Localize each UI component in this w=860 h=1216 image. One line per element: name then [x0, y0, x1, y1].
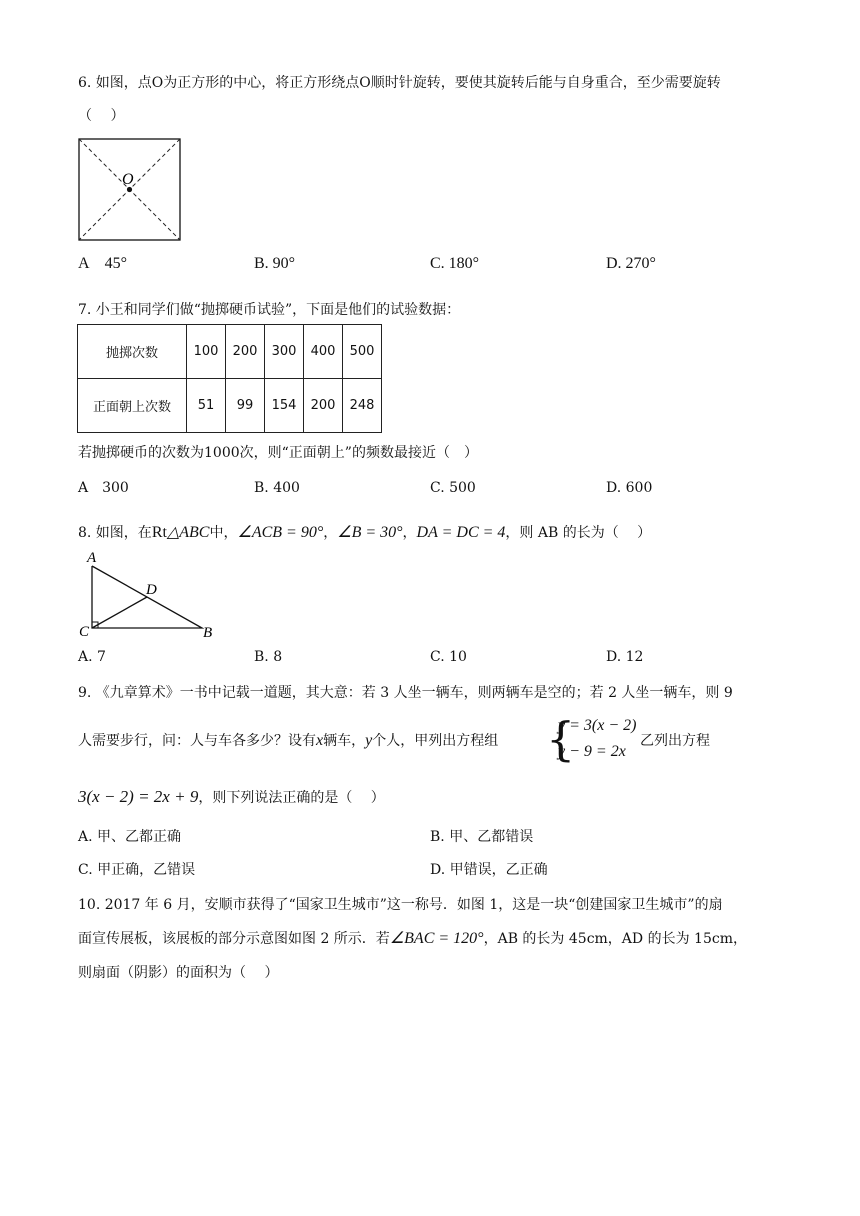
q8-label-d: D	[146, 582, 157, 598]
q6-square-figure	[78, 138, 182, 242]
q6-stem: 6. 如图，点O为正方形的中心，将正方形绕点O顺时针旋转，要使其旋转后能与自身重合，至少需要旋转	[78, 75, 721, 91]
table-cell: 99	[226, 379, 265, 433]
table-cell: 400	[304, 325, 343, 379]
q10-line2	[78, 929, 747, 949]
table-cell: 51	[187, 379, 226, 433]
q6-paren: （ ）	[78, 108, 125, 124]
q9-var-y: y	[365, 732, 373, 749]
q7-option-b[interactable]: B. 400	[254, 480, 300, 496]
q8-label-b: B	[203, 625, 213, 640]
q7-option-d[interactable]: D. 600	[606, 480, 653, 496]
q8-cond-angle-b: ∠B = 30°	[337, 524, 403, 541]
q9-line2	[78, 731, 498, 751]
table-cell: 抛掷次数	[78, 325, 187, 379]
table-cell: 154	[265, 379, 304, 433]
q9-equation-system	[546, 712, 638, 766]
q10-angle: ∠BAC = 120°	[389, 930, 484, 947]
q9-line1: 9. 《九章算术》一书中记载一道题，其大意：若 3 人坐一辆车，则两辆车是空的；若 2 人坐一辆车，则 9	[78, 685, 733, 701]
q6-option-a[interactable]: A 45°	[78, 255, 128, 272]
q9-line2-b: 辆车，	[323, 733, 366, 749]
q9-option-c[interactable]: C. 甲正确，乙错误	[78, 862, 196, 878]
q10-line2-b: ，AB 的长为 45cm，AD 的长为 15cm，	[483, 931, 747, 947]
q6-option-c[interactable]: C. 180°	[430, 255, 480, 272]
q9-line2-d: 乙列出方程	[640, 733, 710, 749]
q9-line3	[78, 787, 385, 808]
table-cell: 100	[187, 325, 226, 379]
q8-sep1: ，	[323, 525, 338, 541]
q8-cond-angle-acb: ∠ACB = 90°	[237, 524, 324, 541]
q9-line2-c: 个人，甲列出方程组	[372, 733, 499, 749]
q9-option-b[interactable]: B. 甲、乙都错误	[430, 829, 534, 845]
q8-label-a: A	[87, 550, 97, 566]
table-cell: 200	[304, 379, 343, 433]
q8-stem	[78, 523, 651, 543]
q8-rt: Rt	[151, 524, 167, 541]
table-cell: 248	[343, 379, 382, 433]
q9-var-x: x	[316, 732, 324, 749]
q9-option-d[interactable]: D. 甲错误，乙正确	[430, 862, 548, 878]
table-cell: 300	[265, 325, 304, 379]
q10-line1: 10. 2017 年 6 月，安顺市获得了“国家卫生城市”这一称号．如图 1，这是一块“创建国家卫生城市”的扇	[78, 897, 723, 913]
q8-option-a[interactable]: A. 7	[78, 649, 106, 665]
q8-zhong: 中，	[209, 525, 238, 541]
q7-option-a[interactable]: A 300	[78, 480, 129, 496]
table-cell: 200	[226, 325, 265, 379]
q7-option-c[interactable]: C. 500	[430, 480, 476, 496]
q7-question: 若抛掷硬币的次数为1000次，则“正面朝上”的频数最接近（ ）	[78, 445, 478, 461]
q8-sep2: ，	[402, 525, 417, 541]
q9-eq3: 3(x − 2) = 2x + 9	[78, 787, 199, 806]
q8-cond-lengths: DA = DC = 4	[416, 524, 506, 541]
table-row	[78, 325, 382, 379]
q6-option-d[interactable]: D. 270°	[606, 255, 656, 272]
table-row	[78, 379, 382, 433]
q8-triangle-figure	[76, 548, 226, 640]
table-cell: 正面朝上次数	[78, 379, 187, 433]
q8-option-d[interactable]: D. 12	[606, 649, 644, 665]
q8-triangle: △ABC	[166, 524, 210, 541]
q9-line3-b: ，则下列说法正确的是（ ）	[198, 790, 385, 806]
q8-option-c[interactable]: C. 10	[430, 649, 467, 665]
q9-brace-icon: {	[546, 712, 576, 766]
q9-line2-a: 人需要步行，问：人与车各多少？设有	[78, 733, 316, 749]
q10-line2-a: 面宣传展板，该展板的部分示意图如图 2 所示．若	[78, 931, 390, 947]
q8-stem-prefix: 8. 如图，在	[78, 525, 152, 541]
q7-data-table	[77, 324, 382, 433]
q10-line3: 则扇面（阴影）的面积为（ ）	[78, 965, 279, 981]
q7-stem: 7. 小王和同学们做“抛掷硬币试验”，下面是他们的试验数据：	[78, 302, 461, 318]
q9-eq1: y = 3(x − 2)	[558, 717, 637, 734]
q8-option-b[interactable]: B. 8	[254, 649, 283, 665]
q9-option-a[interactable]: A. 甲、乙都正确	[78, 829, 182, 845]
q9-eq2: y − 9 = 2x	[558, 743, 626, 760]
q6-label-o: O	[122, 171, 134, 188]
q8-tail: ，则 AB 的长为（ ）	[505, 525, 652, 541]
q6-option-b[interactable]: B. 90°	[254, 255, 296, 272]
table-cell: 500	[343, 325, 382, 379]
q8-label-c: C	[79, 624, 90, 640]
